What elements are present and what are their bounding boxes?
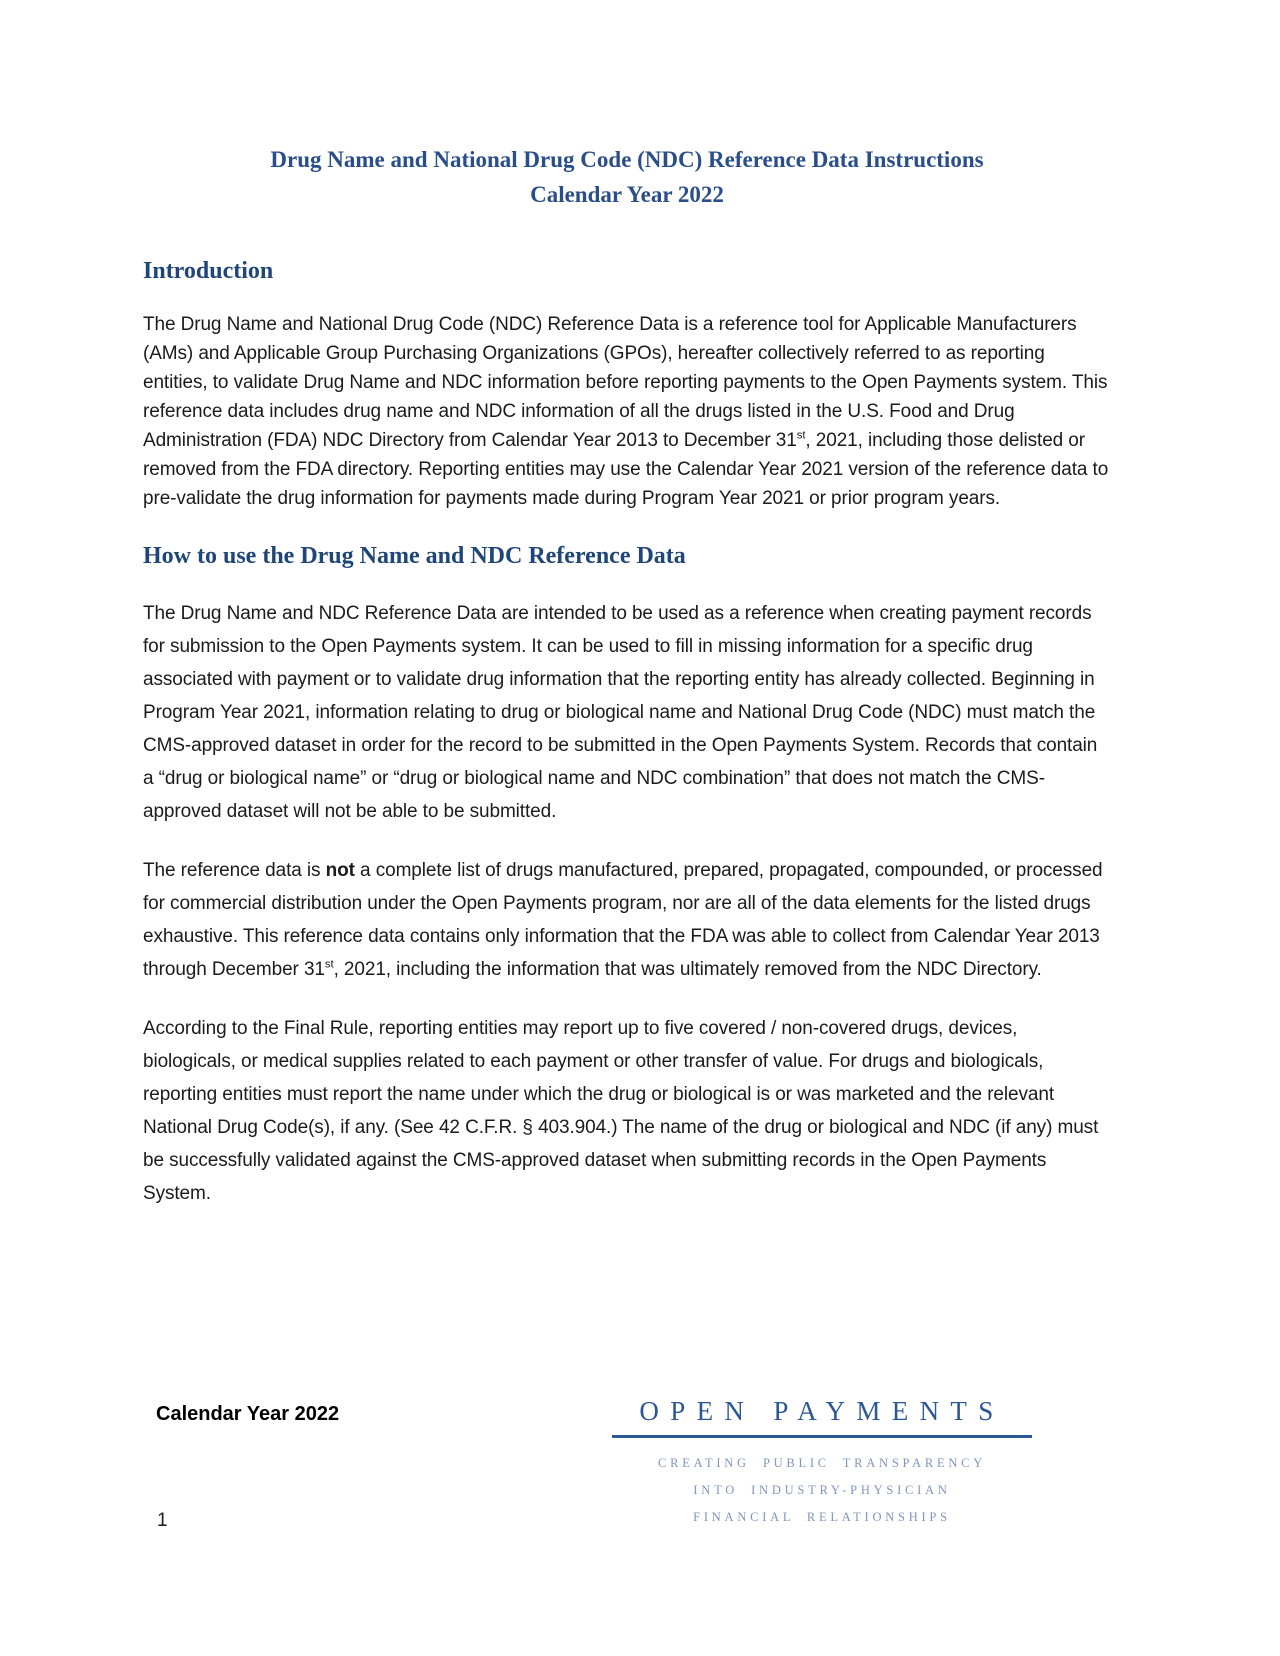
document-content (143, 142, 1111, 1236)
paragraph-how-to-use-1: The Drug Name and NDC Reference Data are intended to be used as a reference when creating payment records for submission to the Open Payments system. It can be used to fill in missing information for a specific drug associated with payment or to validate drug information that the reporting entity has already collected. Beginning in Program Year 2021, information relating to drug or biological name and National Drug Code (NDC) must match the CMS-approved dataset in order for the record to be submitted in the Open Payments System. Records that contain a “drug or biological name” or “drug or biological name and NDC combination” that does not match the CMS-approved dataset will not be able to be submitted. (143, 603, 1098, 822)
footer-calendar-year-label: Calendar Year 2022 (156, 1403, 340, 1425)
paragraph-introduction-1 (143, 310, 1111, 513)
document-title (143, 142, 1111, 212)
heading-introduction: Introduction (143, 258, 274, 284)
paragraph-text: The reference data is (143, 860, 326, 881)
heading-how-to-use: How to use the Drug Name and NDC Reference Data (143, 543, 686, 569)
paragraph-how-to-use-2 (143, 854, 1111, 986)
logo-tagline-line2: INTO INDUSTRY-PHYSICIAN (693, 1483, 951, 1497)
document-title-line2: Calendar Year 2022 (530, 182, 724, 207)
paragraph-text: , 2021, including the information that was ultimately removed from the NDC Directory. (333, 959, 1042, 980)
paragraph-text: a complete list of drugs manufactured, prepared, propagated, compounded, or processed for commercial distribution under the Open Payments program, nor are all of the data elements for the listed drugs exhaustive. This reference data contains only information that the FDA was able to collect from Calendar Year 2013 through December 31 (143, 860, 1103, 980)
paragraph-how-to-use-3: According to the Final Rule, reporting entities may report up to five covered / non-covered drugs, devices, biologicals, or medical supplies related to each payment or other transfer of value. For drugs and biologicals, reporting entities must report the name under which the drug or biological is or was marketed and the relevant National Drug Code(s), if any. (See 42 C.F.R. § 403.904.) The name of the drug or biological and NDC (if any) must be successfully validated against the CMS-approved dataset when submitting records in the Open Payments System. (143, 1018, 1099, 1204)
logo-tagline-line3: FINANCIAL RELATIONSHIPS (693, 1510, 951, 1524)
paragraph-text: , 2021, including those delisted or removed from the FDA directory. Reporting entities may use the Calendar Year 2021 version of the reference data to pre-validate the drug information for payments made during Program Year 2021 or prior program years. (143, 430, 1109, 509)
bold-text: not (325, 860, 355, 881)
open-payments-logo (610, 1396, 1034, 1531)
paragraph-text: The Drug Name and National Drug Code (NDC) Reference Data is a reference tool for Applicable Manufacturers (AMs) and Applicable Group Purchasing Organizations (GPOs), hereafter collectively referred to as reporting entities, to validate Drug Name and NDC information before reporting payments to the Open Payments system. This reference data includes drug name and NDC information of all the drugs listed in the U.S. Food and Drug Administration (FDA) NDC Directory from Calendar Year 2013 to December 31 (143, 314, 1108, 451)
page-number: 1 (157, 1510, 168, 1531)
logo-tagline-line1: CREATING PUBLIC TRANSPARENCY (658, 1456, 986, 1470)
open-payments-logo-wordmark: OPEN PAYMENTS (639, 1396, 1005, 1426)
superscript-ordinal: st (324, 958, 334, 971)
superscript-ordinal: st (796, 429, 806, 442)
logo-divider-rule (612, 1435, 1032, 1438)
document-title-line1: Drug Name and National Drug Code (NDC) Reference Data Instructions (270, 147, 984, 172)
